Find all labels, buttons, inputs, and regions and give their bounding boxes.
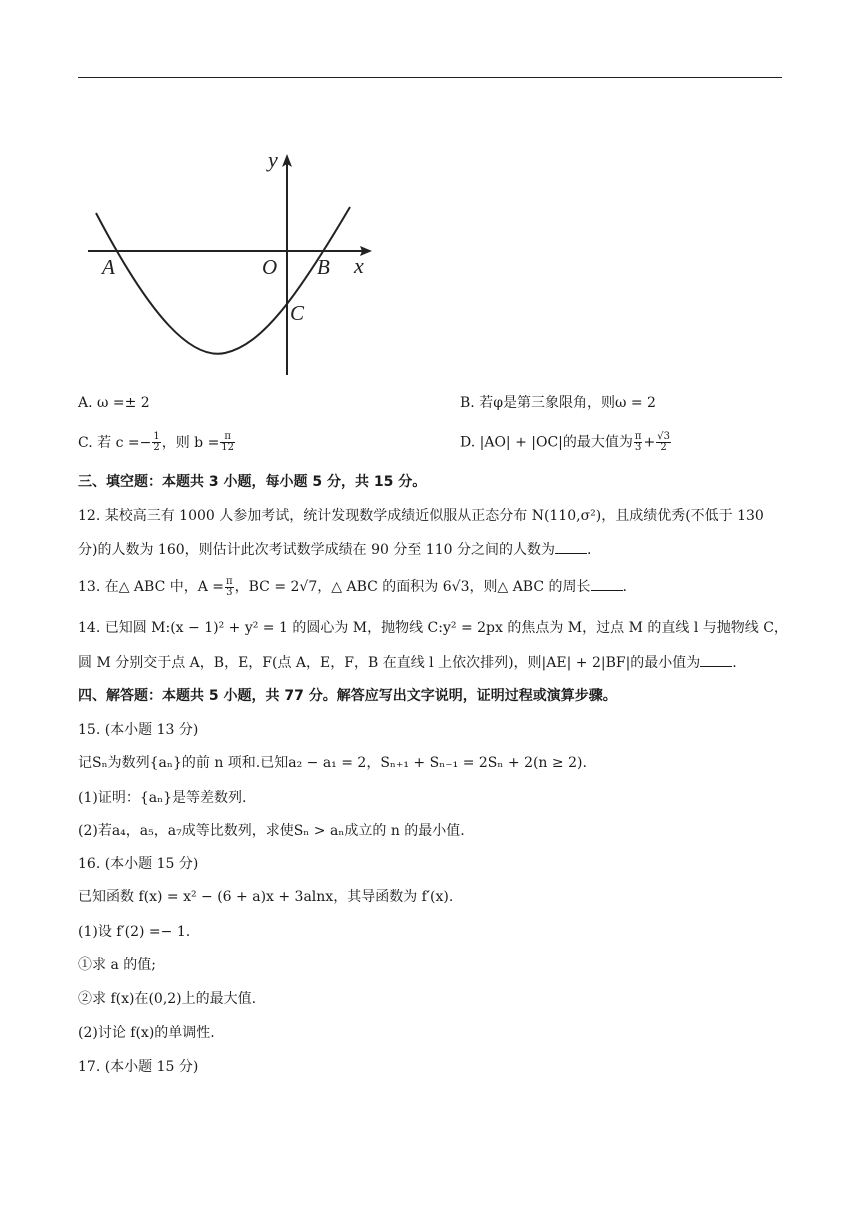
fraction-numerator: π	[220, 432, 235, 443]
point-o-label: O	[262, 255, 278, 279]
point-b-label: B	[317, 255, 330, 279]
axis-x-label: x	[354, 253, 364, 278]
option-d-prefix: D. |AO| + |OC|的最大值为	[460, 434, 633, 451]
q13-mid: ，BC = 2√7，△ ABC 的面积为 6√3，则△ ABC 的周长	[234, 579, 591, 595]
option-row-1	[78, 393, 656, 413]
fraction-denominator: 12	[221, 442, 235, 453]
q15-part1: (1)证明：{aₙ}是等差数列.	[78, 790, 247, 806]
q15-stem: 记Sₙ为数列{aₙ}的前 n 项和.已知a₂ − a₁ = 2，Sₙ₊₁ + Sₙ₋₁ = 2Sₙ + 2(n ≥ 2).	[78, 755, 587, 771]
parabola-curve	[96, 207, 350, 354]
fraction-numerator: π	[226, 575, 233, 587]
q15-title: 15. (本小题 13 分)	[78, 722, 199, 738]
answer-blank	[700, 652, 732, 667]
parabola-figure	[82, 145, 382, 380]
q16-sub2: ②求 f(x)在(0,2)上的最大值.	[78, 991, 257, 1007]
fraction-numerator: π	[634, 431, 642, 442]
q12-end: .	[586, 542, 592, 558]
answer-blank	[591, 576, 623, 591]
fraction	[220, 432, 235, 453]
section-3-heading: 三、填空题：本题共 3 小题，每小题 5 分，共 15 分。	[78, 474, 427, 490]
fraction-denominator: 2	[153, 442, 160, 453]
option-d	[460, 432, 672, 453]
fraction-numerator: 1	[153, 431, 160, 442]
q16-stem: 已知函数 f(x) = x² − (6 + a)x + 3alnx，其导函数为 f′(x).	[78, 889, 454, 905]
plus-sign: +	[643, 434, 656, 451]
q14-end: .	[732, 655, 737, 671]
fraction-denominator: 3	[226, 586, 233, 598]
fraction-denominator: 2	[660, 442, 667, 453]
q12-line2	[78, 539, 591, 560]
option-a: A. ω =± 2	[78, 395, 150, 411]
option-c-mid: ，则 b =	[161, 434, 220, 451]
answer-blank	[555, 539, 587, 554]
q14-text: 圆 M 分别交于点 A，B，E，F(点 A，E，F，B 在直线 l 上依次排列)，则|AE| + 2|BF|的最小值为	[78, 655, 701, 671]
point-c-label: C	[290, 301, 305, 325]
q12-line1: 12. 某校高三有 1000 人参加考试，统计发现数学成绩近似服从正态分布 N(110,σ²)，且成绩优秀(不低于 130	[78, 508, 764, 524]
option-row-2	[78, 431, 670, 453]
fraction	[225, 577, 234, 598]
fraction-denominator: 3	[635, 442, 642, 453]
q16-sub1: ①求 a 的值;	[78, 957, 156, 973]
fraction-numerator: √3	[657, 431, 670, 442]
fraction	[634, 432, 643, 453]
q16-title: 16. (本小题 15 分)	[78, 856, 199, 872]
fraction	[656, 432, 671, 453]
q16-part2: (2)讨论 f(x)的单调性.	[78, 1025, 215, 1041]
q14-line1: 14. 已知圆 M:(x − 1)² + y² = 1 的圆心为 M，抛物线 C:y² = 2px 的焦点为 M，过点 M 的直线 l 与抛物线 C，	[78, 620, 788, 636]
section-4-heading: 四、解答题：本题共 5 小题，共 77 分。解答应写出文字说明，证明过程或演算步骤。	[78, 688, 617, 704]
option-c	[78, 431, 236, 453]
axis-y-label: y	[268, 147, 278, 172]
option-c-prefix: C. 若 c =−	[78, 434, 152, 451]
q12-text: 分)的人数为 160，则估计此次考试数学成绩在 90 分至 110 分之间的人数为	[78, 542, 555, 558]
header-rule	[78, 77, 782, 78]
point-a-label: A	[102, 255, 115, 279]
q13-end: .	[622, 579, 627, 595]
q13-prefix: 13. 在△ ABC 中，A =	[78, 579, 225, 595]
q16-part1: (1)设 f′(2) =− 1.	[78, 924, 191, 940]
q14-line2	[78, 652, 737, 673]
fraction	[152, 432, 160, 453]
q13-line	[78, 576, 627, 598]
option-b: B. 若φ是第三象限角，则ω = 2	[460, 395, 656, 411]
q17-title: 17. (本小题 15 分)	[78, 1059, 199, 1075]
q15-part2: (2)若a₄，a₅，a₇成等比数列，求使Sₙ > aₙ成立的 n 的最小值.	[78, 823, 465, 839]
